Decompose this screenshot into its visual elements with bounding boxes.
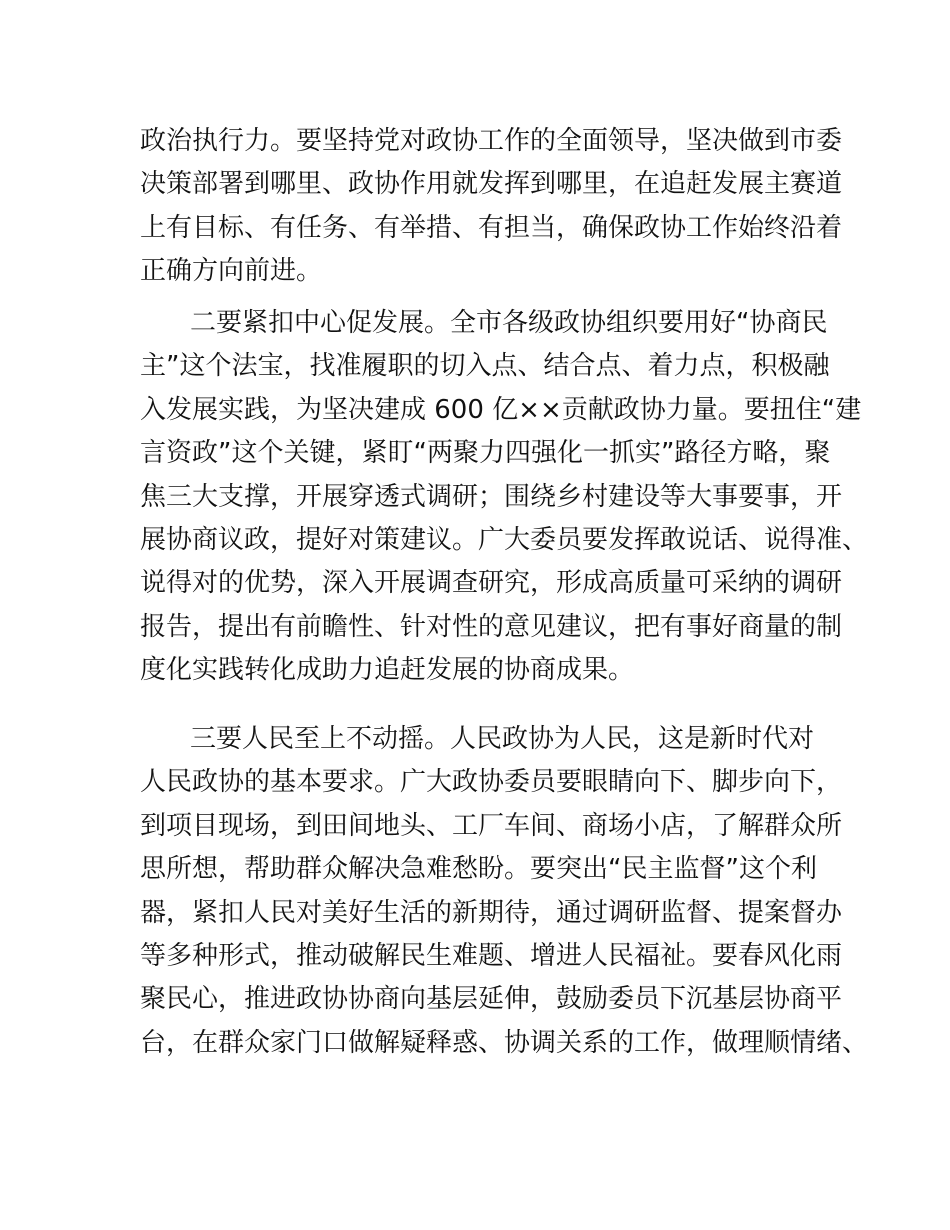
text-line: 报告，提出有前瞻性、针对性的意见建议，把有事好商量的制 [140, 611, 843, 642]
text-line: 器，紧扣人民对美好生活的新期待，通过调研监督、提案督办 [140, 897, 843, 928]
text-line: 上有目标、有任务、有举措、有担当，确保政协工作始终沿着 [140, 212, 843, 243]
text-line: 三要人民至上不动摇。人民政协为人民，这是新时代对 [190, 724, 815, 754]
text-line: 决策部署到哪里、政协作用就发挥到哪里，在追赶发展主赛道 [140, 169, 843, 200]
text-line: 说得对的优势，深入开展调查研究，形成高质量可采纳的调研 [140, 568, 843, 599]
text-line: 入发展实践，为坚决建成 600 亿××贡献政协力量。要扭住“建 [140, 394, 862, 425]
text-line: 焦三大支撑，开展穿透式调研；围绕乡村建设等大事要事，开 [140, 481, 843, 512]
paragraph-1 [140, 120, 843, 294]
text-line: 台，在群众家门口做解疑释惑、协调关系的工作，做理顺情绪、 [140, 1027, 869, 1058]
text-line: 主”这个法宝，找准履职的切入点、结合点、着力点，积极融 [140, 351, 830, 382]
text-line: 思所想，帮助群众解决急难愁盼。要突出“民主监督”这个利 [140, 854, 817, 885]
text-line: 正确方向前进。 [140, 256, 323, 287]
text-line: 聚民心，推进政协协商向基层延伸，鼓励委员下沉基层协商平 [140, 984, 843, 1015]
text-line: 言资政”这个关键，紧盯“两聚力四强化一抓实”路径方略，聚 [140, 438, 831, 469]
paragraph-3 [140, 718, 869, 1065]
text-line: 展协商议政，提好对策建议。广大委员要发挥敢说话、说得准、 [140, 524, 869, 555]
text-line: 二要紧扣中心促发展。全市各级政协组织要用好“协商民 [190, 308, 828, 338]
paragraph-2 [140, 302, 869, 693]
text-line: 到项目现场，到田间地头、工厂车间、商场小店，了解群众所 [140, 810, 843, 841]
text-line: 等多种形式，推动破解民生难题、增进人民福祉。要春风化雨 [140, 940, 843, 971]
text-line: 政治执行力。要坚持党对政协工作的全面领导，坚决做到市委 [140, 126, 843, 156]
text-line: 度化实践转化成助力追赶发展的协商成果。 [140, 655, 635, 686]
text-line: 人民政协的基本要求。广大政协委员要眼睛向下、脚步向下， [140, 767, 843, 798]
